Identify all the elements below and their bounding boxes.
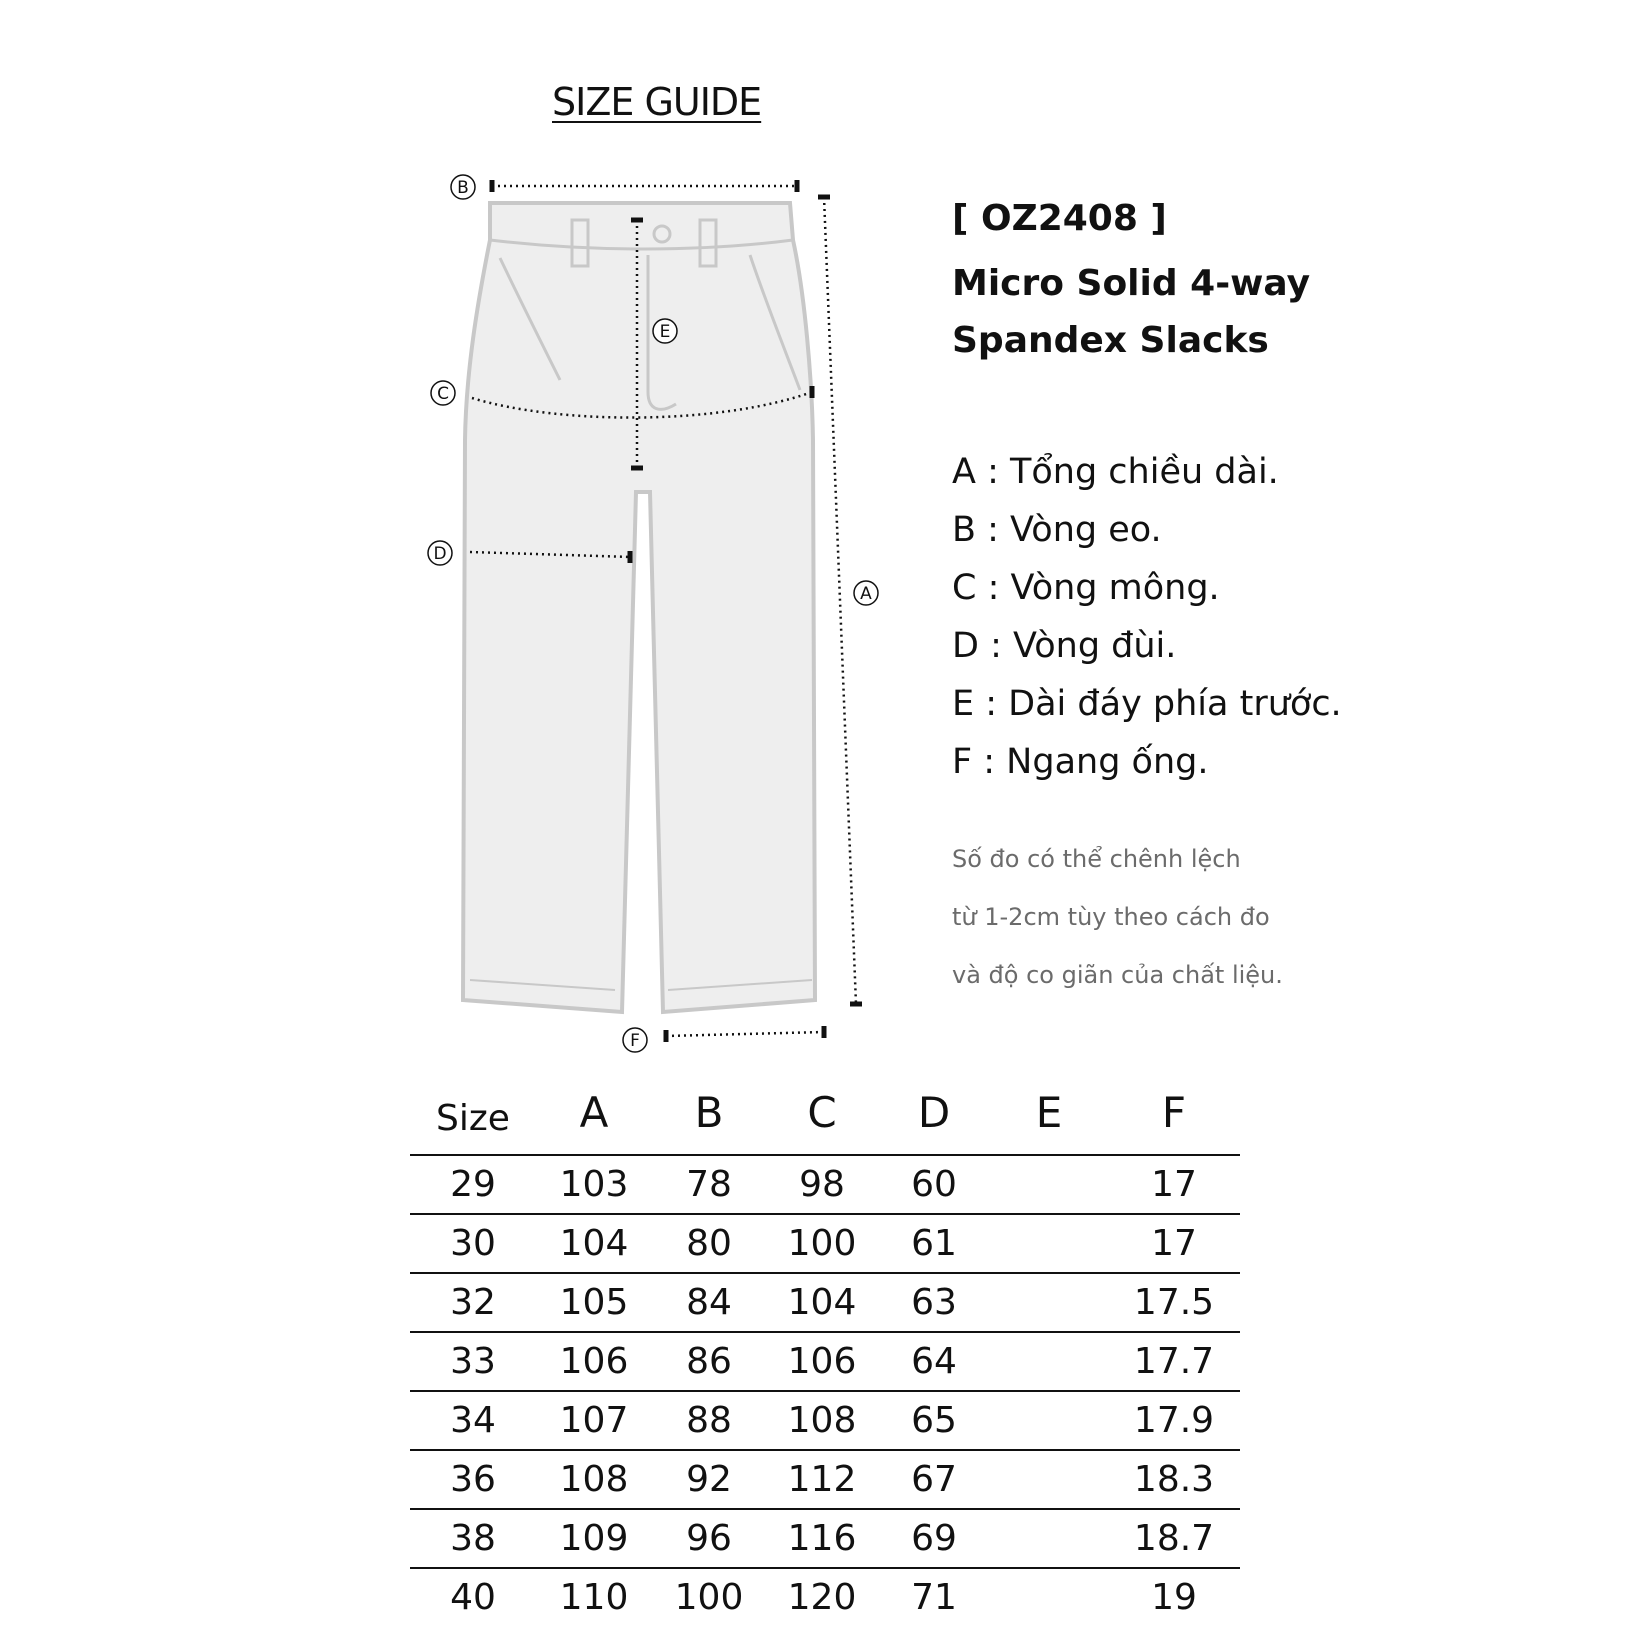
cell-c: 112: [766, 1450, 878, 1509]
cell-b: 92: [652, 1450, 766, 1509]
cell-b: 88: [652, 1391, 766, 1450]
cell-e: [990, 1391, 1108, 1450]
cell-b: 96: [652, 1509, 766, 1568]
cell-size: 29: [410, 1155, 536, 1214]
marker-e-label: E: [659, 322, 671, 342]
table-row: [410, 1391, 1240, 1450]
cell-f: 17: [1108, 1155, 1240, 1214]
header-c: C: [807, 1087, 837, 1137]
measurement-note: [952, 842, 1283, 1016]
note-line-1: Số đo có thể chênh lệch: [952, 845, 1241, 873]
table-row: [410, 1273, 1240, 1332]
header-d: D: [917, 1087, 951, 1137]
cell-a: 108: [536, 1450, 652, 1509]
cell-a: 103: [536, 1155, 652, 1214]
legend-item-a: A : Tổng chiều dài.: [952, 452, 1279, 492]
cell-e: [990, 1332, 1108, 1391]
cell-b: 78: [652, 1155, 766, 1214]
table-row: [410, 1155, 1240, 1214]
cell-size: 38: [410, 1509, 536, 1568]
cell-f: 17.5: [1108, 1273, 1240, 1332]
marker-d-label: D: [433, 544, 447, 564]
cell-e: [990, 1568, 1108, 1626]
cell-f: 17.9: [1108, 1391, 1240, 1450]
cell-a: 106: [536, 1332, 652, 1391]
marker-b: [451, 175, 475, 199]
cell-e: [990, 1509, 1108, 1568]
legend-item-c: C : Vòng mông.: [952, 568, 1220, 608]
legend-item-f: F : Ngang ống.: [952, 742, 1209, 782]
marker-c-label: C: [437, 384, 449, 404]
table-row: [410, 1214, 1240, 1273]
measure-a-line: [824, 197, 856, 1004]
cell-size: 34: [410, 1391, 536, 1450]
legend-item-b: B : Vòng eo.: [952, 510, 1162, 550]
table-row: [410, 1509, 1240, 1568]
cell-b: 80: [652, 1214, 766, 1273]
cell-c: 104: [766, 1273, 878, 1332]
cell-a: 110: [536, 1568, 652, 1626]
product-name-line-1: Micro Solid 4-way: [952, 263, 1311, 304]
pants-illustration: [463, 203, 815, 1012]
cell-a: 105: [536, 1273, 652, 1332]
cell-c: 120: [766, 1568, 878, 1626]
cell-size: 32: [410, 1273, 536, 1332]
pants-body: [463, 203, 815, 1012]
cell-d: 60: [878, 1155, 990, 1214]
cell-e: [990, 1214, 1108, 1273]
marker-c: [431, 381, 455, 405]
header-e: E: [1035, 1087, 1063, 1137]
marker-e: [653, 319, 677, 343]
cell-c: 108: [766, 1391, 878, 1450]
cell-b: 84: [652, 1273, 766, 1332]
cell-b: 86: [652, 1332, 766, 1391]
cell-d: 71: [878, 1568, 990, 1626]
marker-a: [854, 581, 878, 605]
cell-f: 18.3: [1108, 1450, 1240, 1509]
product-code: [ OZ2408 ]: [952, 198, 1167, 239]
cell-size: 40: [410, 1568, 536, 1626]
marker-b-label: B: [457, 178, 469, 198]
table-row: [410, 1332, 1240, 1391]
cell-f: 17: [1108, 1214, 1240, 1273]
cell-b: 100: [652, 1568, 766, 1626]
note-line-2: từ 1-2cm tùy theo cách đo: [952, 903, 1270, 931]
table-row: [410, 1450, 1240, 1509]
marker-d: [428, 541, 452, 565]
cell-e: [990, 1273, 1108, 1332]
cell-size: 30: [410, 1214, 536, 1273]
cell-e: [990, 1450, 1108, 1509]
table-row: [410, 1568, 1240, 1626]
cell-d: 63: [878, 1273, 990, 1332]
cell-c: 116: [766, 1509, 878, 1568]
cell-d: 61: [878, 1214, 990, 1273]
marker-f: [623, 1028, 647, 1052]
cell-d: 69: [878, 1509, 990, 1568]
page-title: SIZE GUIDE: [552, 80, 762, 124]
cell-c: 98: [766, 1155, 878, 1214]
cell-a: 109: [536, 1509, 652, 1568]
marker-f-label: F: [630, 1031, 640, 1051]
cell-f: 19: [1108, 1568, 1240, 1626]
cell-c: 106: [766, 1332, 878, 1391]
header-f: F: [1161, 1087, 1187, 1137]
size-table: [410, 1070, 1240, 1626]
legend-item-e: E : Dài đáy phía trước.: [952, 684, 1342, 724]
header-size: Size: [436, 1097, 510, 1139]
cell-size: 33: [410, 1332, 536, 1391]
header-a: A: [579, 1087, 609, 1137]
cell-f: 17.7: [1108, 1332, 1240, 1391]
cell-e: [990, 1155, 1108, 1214]
marker-a-label: A: [860, 584, 872, 604]
legend-item-d: D : Vòng đùi.: [952, 626, 1177, 666]
table-header-row: [410, 1070, 1240, 1155]
cell-d: 65: [878, 1391, 990, 1450]
cell-d: 64: [878, 1332, 990, 1391]
note-line-3: và độ co giãn của chất liệu.: [952, 961, 1283, 989]
measurement-legend: [952, 450, 1342, 798]
header-b: B: [694, 1087, 724, 1137]
product-name-line-2: Spandex Slacks: [952, 320, 1269, 361]
cell-f: 18.7: [1108, 1509, 1240, 1568]
cell-d: 67: [878, 1450, 990, 1509]
measure-f-line: [666, 1032, 824, 1036]
product-name: [952, 255, 1432, 369]
cell-c: 100: [766, 1214, 878, 1273]
cell-a: 104: [536, 1214, 652, 1273]
cell-size: 36: [410, 1450, 536, 1509]
cell-a: 107: [536, 1391, 652, 1450]
